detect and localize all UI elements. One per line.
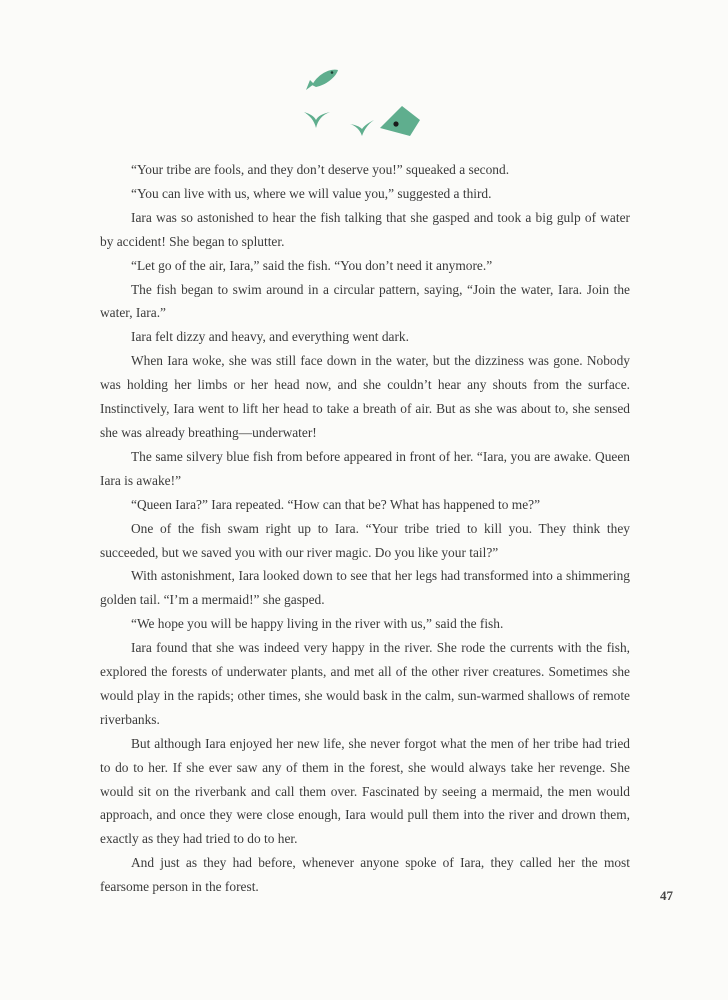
page-number: 47 — [660, 888, 673, 903]
fish-tail-icon — [304, 112, 330, 128]
paragraph: Iara found that she was indeed very happy in the river. She rode the currents with the fish, explored the forests of underwater plants, and met all of the other river creatures. Sometimes she would play in the rapids; other times, she would bask in the calm, sun-warmed shallows of remote riverbanks. — [100, 640, 630, 727]
fish-icon — [306, 70, 338, 90]
paragraph: “We hope you will be happy living in the river with us,” said the fish. — [131, 616, 504, 632]
fish-head-icon — [380, 106, 420, 136]
paragraph: One of the fish swam right up to Iara. “Your tribe tried to kill you. They think they succeeded, but we saved you with our river magic. Do you like your tail?” — [100, 520, 630, 560]
paragraph: “Your tribe are fools, and they don’t deserve you!” squeaked a second. — [131, 162, 510, 177]
paragraph: And just as they had before, whenever anyone spoke of Iara, they called her the most fearsome person in the forest. — [100, 855, 630, 895]
paragraph: “Queen Iara?” Iara repeated. “How can that be? What has happened to me?” — [131, 496, 541, 512]
paragraph: When Iara woke, she was still face down in the water, but the dizziness was gone. Nobody was holding her limbs or her head now, and she couldn’t hear any shouts from the surface. Instinctively, Iara went to lift her head to take a breath of air. But as she was about to, she sensed she was already breathing—underwater! — [100, 353, 630, 440]
fish-tail-icon — [350, 120, 374, 136]
paragraph: With astonishment, Iara looked down to see that her legs had transformed into a shimmering golden tail. “I’m a mermaid!” she gasped. — [100, 568, 630, 608]
story-text — [100, 158, 630, 899]
paragraph: But although Iara enjoyed her new life, she never forgot what the men of her tribe had tried to do to her. If she ever saw any of them in the forest, she would always take her revenge. She would sit on the riverbank and call them over. Fascinated by seeing a mermaid, the men would approach, and once they were close enough, Iara would pull them into the river and drown them, exactly as they had tried to do to her. — [100, 735, 630, 847]
paragraph: Iara was so astonished to hear the fish talking that she gasped and took a big gulp of water by accident! She began to splutter. — [100, 209, 630, 249]
fish-illustration — [296, 60, 436, 145]
paragraph: The fish began to swim around in a circular pattern, saying, “Join the water, Iara. Join the water, Iara.” — [100, 281, 630, 321]
paragraph: “You can live with us, where we will value you,” suggested a third. — [131, 185, 492, 201]
paragraph: Iara felt dizzy and heavy, and everything went dark. — [131, 329, 409, 345]
paragraph: The same silvery blue fish from before appeared in front of her. “Iara, you are awake. Queen Iara is awake!” — [100, 448, 630, 488]
paragraph: “Let go of the air, Iara,” said the fish. “You don’t need it anymore.” — [131, 257, 493, 273]
